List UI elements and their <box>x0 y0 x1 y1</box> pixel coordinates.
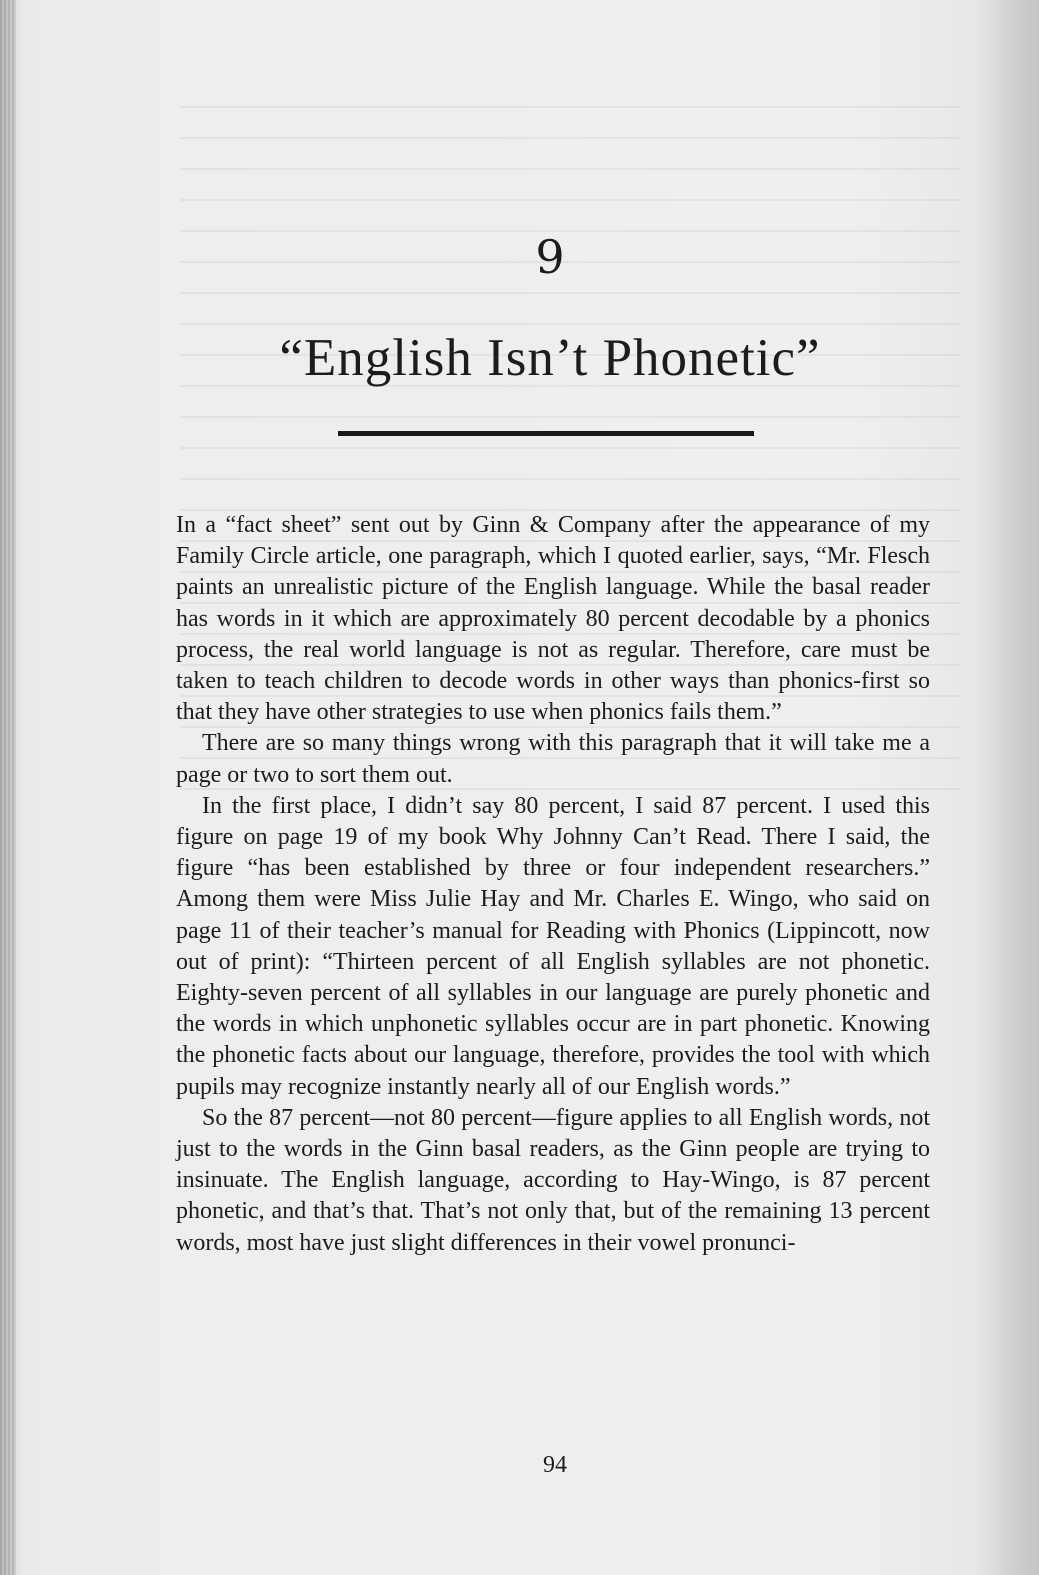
paragraph-1: In a “fact sheet” sent out by Ginn & Company after the appearance of my Family Circle article, one paragraph, which I quoted earlier, says, “Mr. Flesch paints an unrealistic picture of the English language. While the basal reader has words in it which are approximately 80 percent decodable by a phonics process, the real world language is not as regular. Therefore, care must be taken to teach children to decode words in other ways than phonics-first so that they have other strategies to use when phonics fails them.” <box>176 512 930 726</box>
chapter-title: “English Isn’t Phonetic” <box>279 329 821 387</box>
paragraph-4: So the 87 percent—not 80 percent—figure applies to all English words, not just to the words in the Ginn basal readers, as the Ginn people are trying to insinuate. The English language, according to Hay-Wingo, is 87 percent phonetic, and that’s that. That’s not only that, but of the remaining 13 percent words, most have just slight differences in their vowel pronunci- <box>176 1104 930 1256</box>
paragraph-2: There are so many things wrong with this paragraph that it will take me a page or two to sort them out. <box>176 730 930 788</box>
page-number: 94 <box>543 1452 567 1478</box>
chapter-body <box>176 510 930 1259</box>
title-rule <box>338 431 754 436</box>
paragraph-3: In the first place, I didn’t say 80 percent, I said 87 percent. I used this figure on page 19 of my book Why Johnny Can’t Read. There I said, the figure “has been established by three or four independent researchers.” Among them were Miss Julie Hay and Mr. Charles E. Wingo, who said on page 11 of their teacher’s manual for Reading with Phonics (Lippincott, now out of print): “Thirteen percent of all English syllables are not phonetic. Eighty-seven percent of all syllables in our language are purely phonetic and the words in which unphonetic syllables occur are in part phonetic. Knowing the phonetic facts about our language, therefore, provides the tool with which pupils may recognize instantly nearly all of our English words.” <box>176 792 930 1100</box>
chapter-number: 9 <box>535 230 565 284</box>
